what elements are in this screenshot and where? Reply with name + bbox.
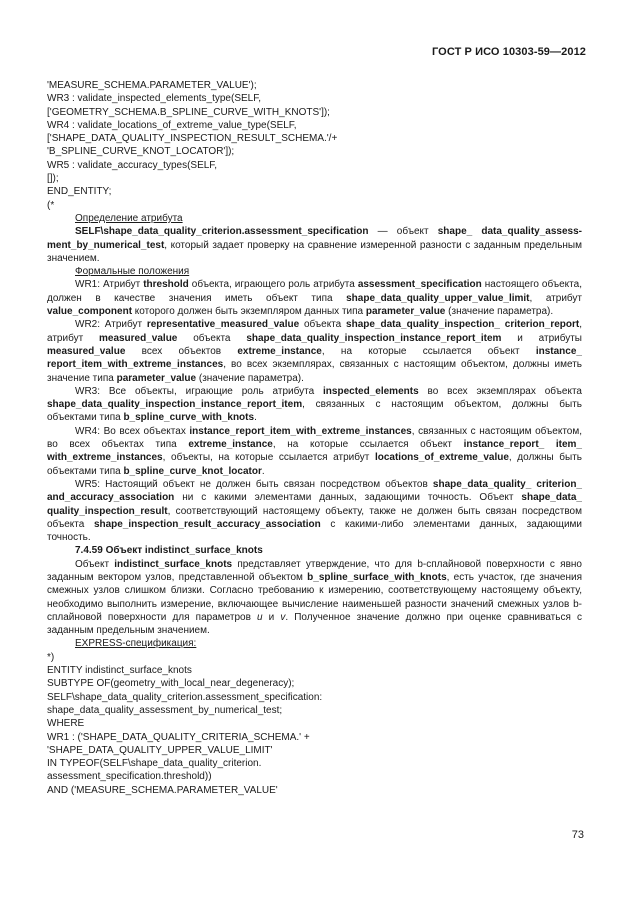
code-line: *) (47, 651, 55, 663)
code-line: WR3 : validate_inspected_elements_type(SELF, (47, 93, 262, 105)
code-line: SUBTYPE OF(geometry_with_local_near_degeneracy); (47, 678, 295, 690)
wr5-text: WR5: Настоящий объект не должен быть связан посредством объектов shape_data_quality_ criterion_ and_accuracy_association ни с какими элементами данных, задающими точность. Объект shape_data_ quality_inspection_result, соответствующий настоящему объекту, также не должен быть связан посредством объекта shape_inspection_result_accuracy_association с какими-либо элементами данных, задающими точность. (47, 478, 582, 544)
code-line: WHERE (47, 718, 85, 730)
wr2-text: WR2: Атрибут representative_measured_value объекта shape_data_quality_inspection_ criterion_report, атрибут measured_value объекта shape_data_quality_inspection_instance_report_item и атрибуты measured_value всех объектов extreme_instance, на которые ссылается объект instance_ report_item_with_extreme_instances, во всех экземплярах, связанных с настоящим объектом, должны иметь значение типа parameter_value (значение параметра). (47, 319, 583, 384)
code-line: END_ENTITY; (47, 186, 112, 198)
code-line: 'B_SPLINE_CURVE_KNOT_LOCATOR']); (47, 146, 235, 158)
section-text: Объект indistinct_surface_knots представляет утверждение, что для b-сплайновой поверхности с явно заданным вектором узлов, представленной объектом b_spline_surface_with_knots, есть участок, где значения смежных узлов слишком близки. Согласно требованию к измерению, соответствующему настоящему объекту, необходимо выполнить измерение, включающее вычисление наименьшей разности значений смежных узлов b-сплайновой поверхности для параметров u и v. Полученное значение должно при оценке сравниваться с заданным предельным значением. (47, 558, 582, 637)
code-line: ['SHAPE_DATA_QUALITY_INSPECTION_RESULT_SCHEMA.'/+ (47, 133, 338, 145)
express-spec-heading: EXPRESS-спецификация: (75, 638, 197, 650)
formal-propositions-heading: Формальные положения (75, 266, 190, 278)
standard-header: ГОСТ Р ИСО 10303-59—2012 (431, 46, 586, 58)
code-line: SELF\shape_data_quality_criterion.assessment_specification: (47, 691, 323, 703)
code-line: shape_data_quality_assessment_by_numerical_test; (47, 704, 283, 716)
code-block-bottom (47, 651, 582, 797)
page-number: 73 (571, 829, 584, 841)
code-line: 'MEASURE_SCHEMA.PARAMETER_VALUE'); (47, 80, 257, 91)
attribute-definition-text: SELF\shape_data_quality_criterion.assessment_specification — объект shape_ data_quality_assessment_by_numerical_test, который задает проверку на сравнение измеренной разности с заданным предельным значением. (47, 226, 582, 264)
code-line: ENTITY indistinct_surface_knots (47, 665, 192, 677)
code-line: assessment_specification.threshold)) (47, 771, 212, 783)
section-heading: 7.4.59 Объект indistinct_surface_knots (75, 545, 263, 557)
code-block-top (47, 79, 582, 212)
code-line: WR4 : validate_locations_of_extreme_value_type(SELF, (47, 119, 297, 131)
code-line: IN TYPEOF(SELF\shape_data_quality_criterion. (47, 758, 262, 770)
code-line: WR5 : validate_accuracy_types(SELF, (47, 159, 218, 171)
wr4-text: WR4: Во всех объектах instance_report_item_with_extreme_instances, связанных с настоящим объектом, во всех объектах типа extreme_instance, на которые ссылается объект instance_report_ item_ with_extreme_instances, объекты, на которые ссылается атрибут locations_of_extreme_value, должны быть объектами типа b_spline_curve_knot_locator. (47, 425, 583, 477)
code-line: []); (47, 173, 59, 185)
page-body (47, 79, 582, 797)
code-line: ['GEOMETRY_SCHEMA.B_SPLINE_CURVE_WITH_KNOTS']); (47, 106, 330, 118)
code-line: AND ('MEASURE_SCHEMA.PARAMETER_VALUE' (47, 784, 278, 796)
wr3-text: WR3: Все объекты, играющие роль атрибута inspected_elements во всех экземплярах объекта shape_data_quality_inspection_instance_report_item, связанных с настоящим объектом, должны быть объектами типа b_spline_curve_with_knots. (47, 385, 582, 424)
code-line: WR1 : ('SHAPE_DATA_QUALITY_CRITERIA_SCHEMA.' + (47, 731, 310, 743)
attribute-definition-heading: Определение атрибута (75, 212, 183, 224)
wr1-text: WR1: Атрибут threshold объекта, играющего роль атрибута assessment_specification настоящего объекта, должен в качестве значения иметь объект типа shape_data_quality_upper_value_limit, атрибут value_component которого должен быть экземпляром данных типа parameter_value (значение параметра). (47, 279, 582, 318)
code-line: (* (47, 199, 55, 211)
code-line: 'SHAPE_DATA_QUALITY_UPPER_VALUE_LIMIT' (47, 744, 273, 756)
